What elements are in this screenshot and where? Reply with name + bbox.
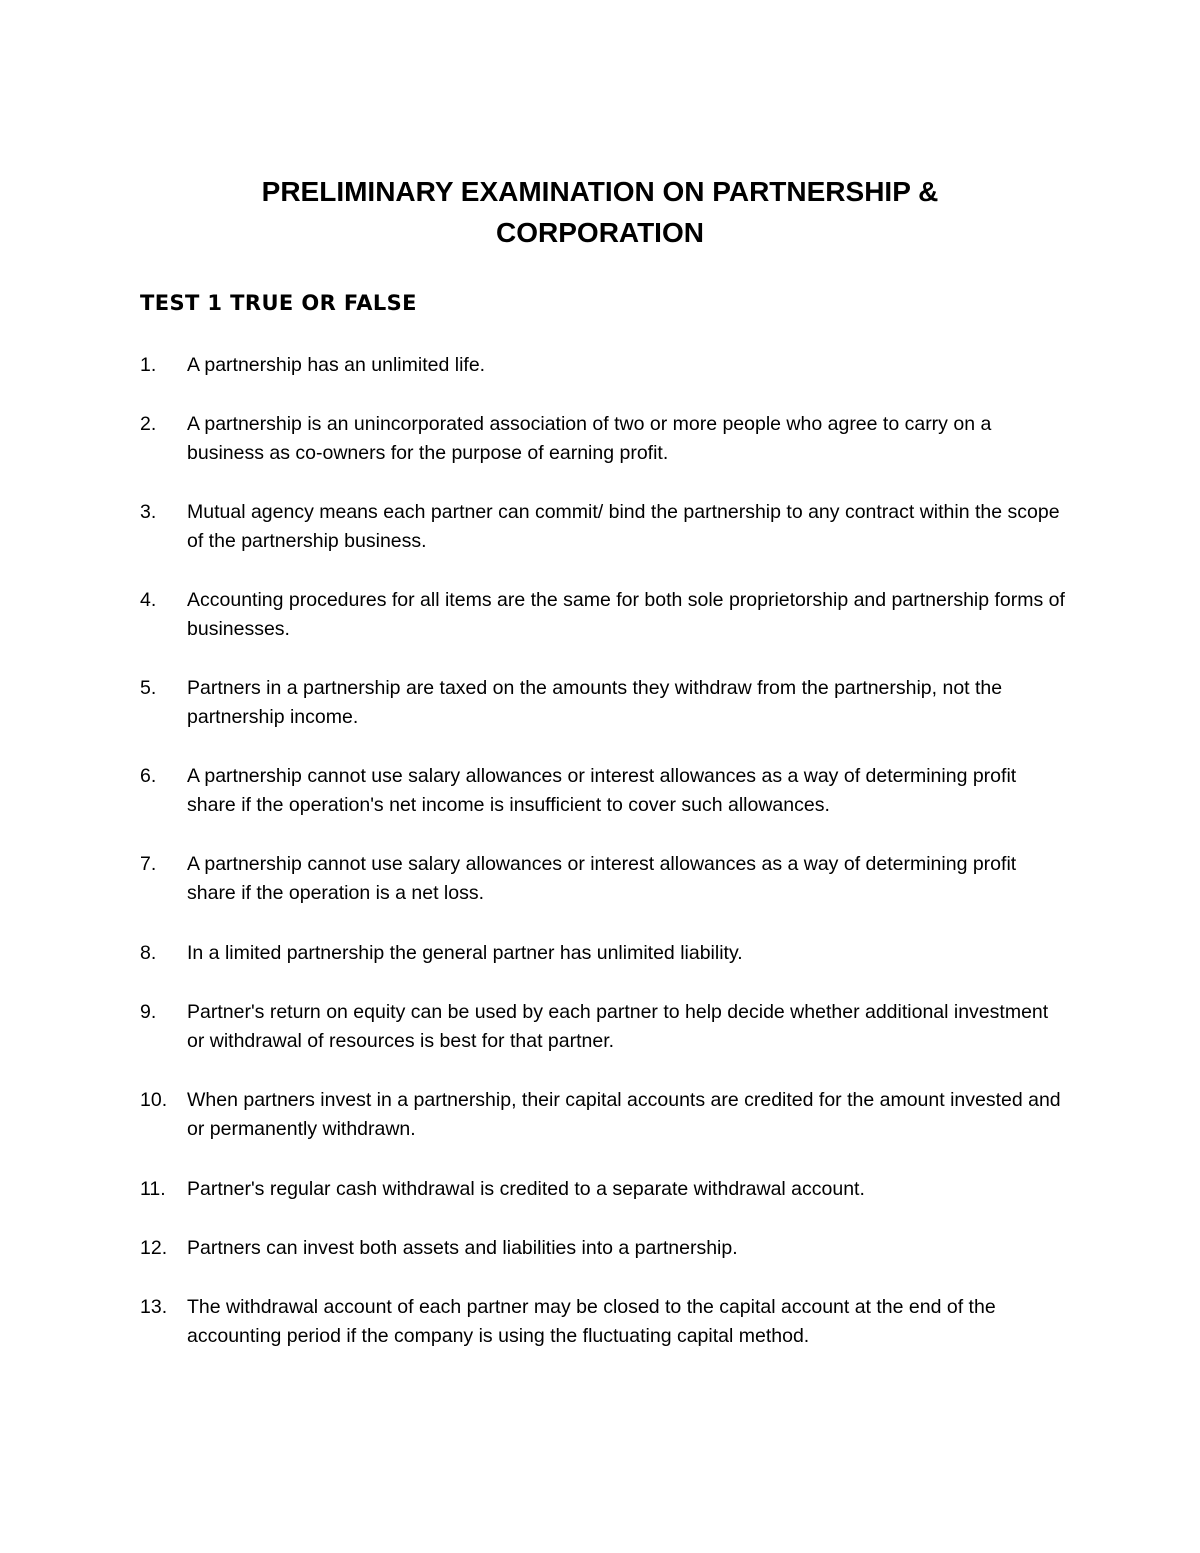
question-text: Accounting procedures for all items are the same for both sole proprietorship and partnership forms of businesses. [187,589,1065,640]
section-heading: TEST 1 TRUE OR FALSE [140,291,417,315]
question-number: 9. [140,1001,157,1023]
question-number: 1. [140,354,157,376]
question-text: Partners can invest both assets and liabilities into a partnership. [187,1237,738,1259]
question-text: When partners invest in a partnership, their capital accounts are credited for the amount invested and or permanently withdrawn. [187,1089,1061,1140]
question-number: 10. [140,1089,168,1111]
question-number: 13. [140,1296,168,1318]
question-number: 11. [140,1178,166,1200]
question-number: 12. [140,1237,168,1259]
question-number: 8. [140,942,157,964]
question-text: A partnership has an unlimited life. [187,354,486,376]
question-text: The withdrawal account of each partner may be closed to the capital account at the end of the accounting period if the company is using the fluctuating capital method. [187,1296,996,1347]
question-text: Partner's regular cash withdrawal is credited to a separate withdrawal account. [187,1178,865,1200]
document-title-line-2: CORPORATION [496,217,704,248]
question-text: Partners in a partnership are taxed on the amounts they withdraw from the partnership, not the partnership income. [187,677,1003,728]
question-text: Mutual agency means each partner can commit/ bind the partnership to any contract within the scope of the partnership business. [187,501,1060,552]
question-text: In a limited partnership the general partner has unlimited liability. [187,942,743,964]
question-text: A partnership cannot use salary allowances or interest allowances as a way of determining profit share if the operation is a net loss. [187,853,1017,904]
question-number: 6. [140,765,157,787]
question-number: 7. [140,853,157,875]
question-text: Partner's return on equity can be used by each partner to help decide whether additional investment or withdrawal of resources is best for that partner. [187,1001,1049,1052]
question-text: A partnership is an unincorporated association of two or more people who agree to carry on a business as co-owners for the purpose of earning profit. [187,413,992,464]
question-text: A partnership cannot use salary allowances or interest allowances as a way of determining profit share if the operation's net income is insufficient to cover such allowances. [187,765,1017,816]
question-number: 3. [140,501,157,523]
question-number: 2. [140,413,157,435]
question-number: 5. [140,677,157,699]
question-number: 4. [140,589,157,611]
document-title-line-1: PRELIMINARY EXAMINATION ON PARTNERSHIP & [261,176,939,207]
